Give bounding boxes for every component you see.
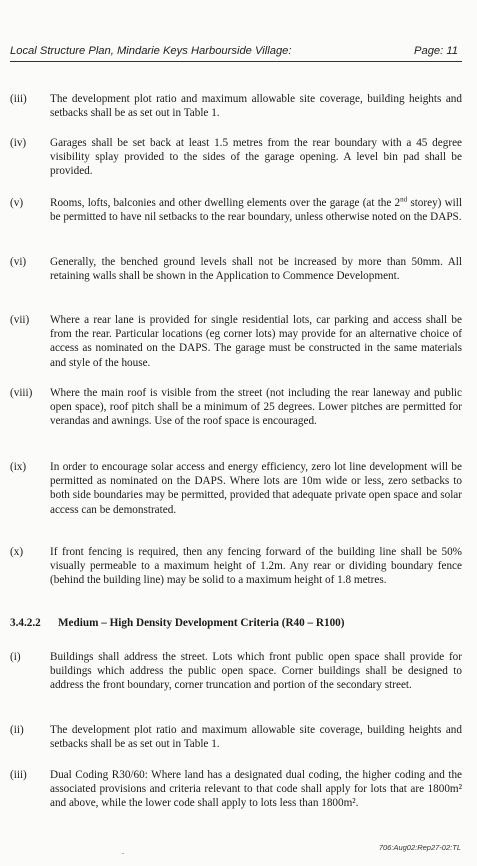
clause-number: (ix) <box>10 461 27 473</box>
clause-number: (iii) <box>10 769 27 781</box>
clause-number: (iv) <box>10 137 27 149</box>
clause-number: (iii) <box>10 93 27 105</box>
clause-text: The development plot ratio and maximum allowable site coverage, building heights and setbacks shall be as set out in Table 1. <box>50 93 462 120</box>
clause-text: In order to encourage solar access and energy efficiency, zero lot line development will be permitted as nominated on the DAPS. Where lots are 10m wide or less, zero setbacks to both side boundaries may be permitted, provided that adequate private open space and solar access can be demonstrated. <box>50 461 462 516</box>
clause-text: If front fencing is required, then any fencing forward of the building line shall be 50% visually permeable to a maximum height of 1.2m. Any rear or dividing boundary fence (behind the building line) may be solid to a maximum height of 1.8 metres. <box>50 546 462 587</box>
clause-number: (v) <box>10 197 24 209</box>
clause-number: (vi) <box>10 256 27 268</box>
section-number: 3.4.2.2 <box>10 617 41 629</box>
section-heading <box>10 616 462 630</box>
document-reference: 706:Aug02:Rep27-02:TL <box>378 843 461 852</box>
page-number: Page: 11 <box>414 45 458 57</box>
clause-number: (x) <box>10 546 24 558</box>
clause-text: Garages shall be set back at least 1.5 metres from the rear boundary with a 45 degree visibility splay provided to the sides of the garage opening. A level bin pad shall be provided. <box>50 137 462 178</box>
clause-text: Rooms, lofts, balconies and other dwelling elements over the garage (at the 2nd storey) will be permitted to have nil setbacks to the rear boundary, unless otherwise noted on the DAPS. <box>50 195 462 224</box>
clause-text: Where a rear lane is provided for single residential lots, car parking and access shall be from the rear. Particular locations (eg corner lots) may provide for an alternative choice of access as nominated on the DAPS. The garage must be constructed in the same materials and style of the house. <box>50 314 462 369</box>
clause-number: (viii) <box>10 387 33 399</box>
clause-number: (vii) <box>10 314 30 326</box>
clause-text: The development plot ratio and maximum allowable site coverage, building heights and setbacks shall be as set out in Table 1. <box>50 724 462 751</box>
clause-text: Generally, the benched ground levels shall not be increased by more than 50mm. All retaining walls shall be shown in the Application to Commence Development. <box>50 256 462 283</box>
scan-mark: ˇ <box>122 852 125 860</box>
document-title: Local Structure Plan, Mindarie Keys Harbourside Village: <box>10 45 292 57</box>
clause-number: (i) <box>10 651 21 663</box>
clause-text: Buildings shall address the street. Lots which front public open space shall provide for buildings which address the public open space. Corner buildings shall be designed to address the front boundary, corner truncation and portion of the secondary street. <box>50 651 462 692</box>
page-header <box>10 45 462 62</box>
clause-text: Dual Coding R30/60: Where land has a designated dual coding, the higher coding and the associated provisions and criteria relevant to that code shall apply for lots that are 1800m² and above, while the lower code shall apply to lots less than 1800m². <box>50 769 462 810</box>
clause-number: (ii) <box>10 724 24 736</box>
clause-text: Where the main roof is visible from the street (not including the rear laneway and public open space), roof pitch shall be a minimum of 25 degrees. Lower pitches are permitted for verandas and awnings. Use of the roof space is encouraged. <box>50 387 462 428</box>
section-title: Medium – High Density Development Criteria (R40 – R100) <box>58 617 345 629</box>
